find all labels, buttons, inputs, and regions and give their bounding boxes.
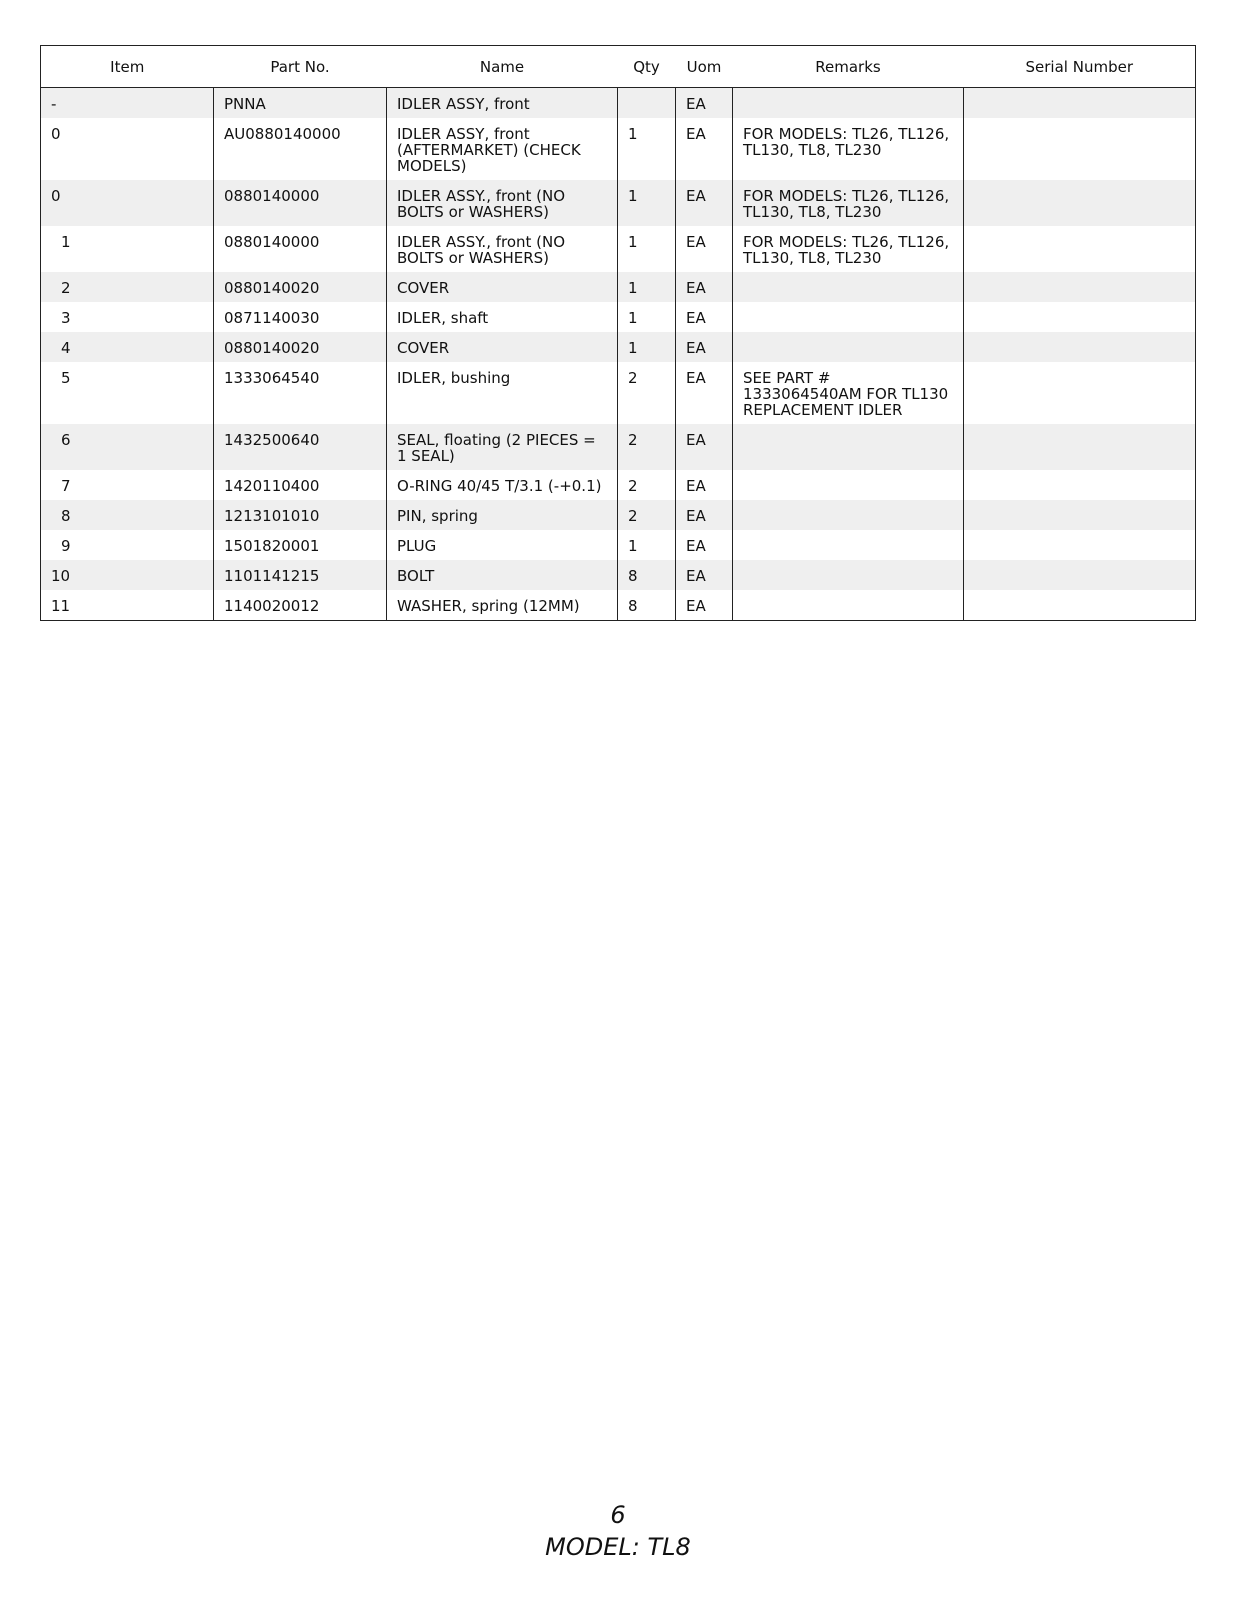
cell-qty: 2: [618, 424, 676, 470]
cell-remarks: [733, 590, 964, 621]
cell-remarks: FOR MODELS: TL26, TL126, TL130, TL8, TL230: [733, 180, 964, 226]
cell-qty: 1: [618, 302, 676, 332]
table-row: [41, 180, 1196, 226]
cell-part-no: 1213101010: [214, 500, 387, 530]
cell-name: IDLER ASSY., front (NO BOLTS or WASHERS): [387, 226, 618, 272]
cell-part-no: 1420110400: [214, 470, 387, 500]
cell-name: WASHER, spring (12MM): [387, 590, 618, 621]
table-row: [41, 302, 1196, 332]
cell-item: 7: [41, 470, 214, 500]
cell-part-no: 0880140000: [214, 226, 387, 272]
cell-part-no: 1432500640: [214, 424, 387, 470]
table-header-row: [41, 46, 1196, 88]
model-label: MODEL: TL8: [545, 1533, 691, 1561]
table-row: [41, 332, 1196, 362]
cell-item: -: [41, 88, 214, 119]
cell-name: IDLER ASSY., front (NO BOLTS or WASHERS): [387, 180, 618, 226]
cell-part-no: 1101141215: [214, 560, 387, 590]
table-row: [41, 470, 1196, 500]
cell-remarks: SEE PART # 1333064540AM FOR TL130 REPLACEMENT IDLER: [733, 362, 964, 424]
cell-name: PLUG: [387, 530, 618, 560]
table-row: [41, 88, 1196, 119]
cell-uom: EA: [676, 424, 733, 470]
cell-item: 1: [41, 226, 214, 272]
column-header-item: Item: [41, 46, 214, 88]
cell-remarks: [733, 302, 964, 332]
cell-part-no: 1333064540: [214, 362, 387, 424]
cell-name: IDLER, shaft: [387, 302, 618, 332]
cell-serial-number: [964, 590, 1196, 621]
cell-part-no: PNNA: [214, 88, 387, 119]
cell-remarks: [733, 424, 964, 470]
cell-serial-number: [964, 362, 1196, 424]
table-row: [41, 118, 1196, 180]
cell-item: 4: [41, 332, 214, 362]
cell-qty: 2: [618, 362, 676, 424]
cell-qty: 2: [618, 470, 676, 500]
cell-qty: 1: [618, 272, 676, 302]
cell-item: 2: [41, 272, 214, 302]
cell-uom: EA: [676, 332, 733, 362]
cell-item: 6: [41, 424, 214, 470]
cell-qty: 8: [618, 590, 676, 621]
column-header-serial-number: Serial Number: [964, 46, 1196, 88]
cell-item: 3: [41, 302, 214, 332]
table-row: [41, 272, 1196, 302]
cell-item: 8: [41, 500, 214, 530]
cell-name: COVER: [387, 272, 618, 302]
cell-uom: EA: [676, 362, 733, 424]
cell-part-no: 0880140020: [214, 332, 387, 362]
parts-table: [40, 45, 1196, 621]
cell-name: IDLER ASSY, front: [387, 88, 618, 119]
table-row: [41, 500, 1196, 530]
cell-serial-number: [964, 272, 1196, 302]
cell-remarks: FOR MODELS: TL26, TL126, TL130, TL8, TL230: [733, 226, 964, 272]
cell-part-no: 0880140020: [214, 272, 387, 302]
cell-remarks: [733, 500, 964, 530]
cell-remarks: [733, 88, 964, 119]
cell-name: IDLER, bushing: [387, 362, 618, 424]
cell-item: 9: [41, 530, 214, 560]
cell-uom: EA: [676, 180, 733, 226]
cell-serial-number: [964, 470, 1196, 500]
table-body: [41, 88, 1196, 621]
cell-remarks: [733, 272, 964, 302]
cell-serial-number: [964, 302, 1196, 332]
cell-part-no: 1501820001: [214, 530, 387, 560]
table-row: [41, 530, 1196, 560]
cell-name: PIN, spring: [387, 500, 618, 530]
cell-serial-number: [964, 88, 1196, 119]
cell-remarks: [733, 560, 964, 590]
table-row: [41, 424, 1196, 470]
cell-serial-number: [964, 500, 1196, 530]
column-header-uom: Uom: [676, 46, 733, 88]
cell-serial-number: [964, 226, 1196, 272]
cell-item: 10: [41, 560, 214, 590]
cell-item: 0: [41, 118, 214, 180]
cell-item: 11: [41, 590, 214, 621]
cell-qty: 1: [618, 118, 676, 180]
cell-uom: EA: [676, 590, 733, 621]
cell-part-no: 0880140000: [214, 180, 387, 226]
cell-qty: 8: [618, 560, 676, 590]
cell-name: BOLT: [387, 560, 618, 590]
cell-qty: 1: [618, 530, 676, 560]
cell-qty: [618, 88, 676, 119]
cell-name: SEAL, floating (2 PIECES = 1 SEAL): [387, 424, 618, 470]
cell-uom: EA: [676, 470, 733, 500]
table-row: [41, 560, 1196, 590]
page-number: 6: [610, 1501, 626, 1529]
cell-uom: EA: [676, 272, 733, 302]
cell-uom: EA: [676, 500, 733, 530]
cell-remarks: [733, 470, 964, 500]
cell-uom: EA: [676, 88, 733, 119]
cell-name: O-RING 40/45 T/3.1 (-+0.1): [387, 470, 618, 500]
table-row: [41, 362, 1196, 424]
cell-uom: EA: [676, 118, 733, 180]
cell-qty: 1: [618, 332, 676, 362]
cell-qty: 2: [618, 500, 676, 530]
column-header-name: Name: [387, 46, 618, 88]
cell-part-no: 1140020012: [214, 590, 387, 621]
cell-uom: EA: [676, 530, 733, 560]
cell-serial-number: [964, 118, 1196, 180]
cell-serial-number: [964, 530, 1196, 560]
column-header-part-no: Part No.: [214, 46, 387, 88]
cell-serial-number: [964, 332, 1196, 362]
column-header-remarks: Remarks: [733, 46, 964, 88]
cell-part-no: AU0880140000: [214, 118, 387, 180]
table-row: [41, 226, 1196, 272]
column-header-qty: Qty: [618, 46, 676, 88]
cell-serial-number: [964, 180, 1196, 226]
cell-name: IDLER ASSY, front (AFTERMARKET) (CHECK MODELS): [387, 118, 618, 180]
cell-remarks: [733, 332, 964, 362]
cell-serial-number: [964, 560, 1196, 590]
cell-part-no: 0871140030: [214, 302, 387, 332]
cell-serial-number: [964, 424, 1196, 470]
cell-remarks: FOR MODELS: TL26, TL126, TL130, TL8, TL230: [733, 118, 964, 180]
cell-qty: 1: [618, 226, 676, 272]
cell-item: 5: [41, 362, 214, 424]
cell-uom: EA: [676, 302, 733, 332]
cell-qty: 1: [618, 180, 676, 226]
cell-remarks: [733, 530, 964, 560]
cell-uom: EA: [676, 560, 733, 590]
cell-uom: EA: [676, 226, 733, 272]
table-row: [41, 590, 1196, 621]
cell-name: COVER: [387, 332, 618, 362]
cell-item: 0: [41, 180, 214, 226]
